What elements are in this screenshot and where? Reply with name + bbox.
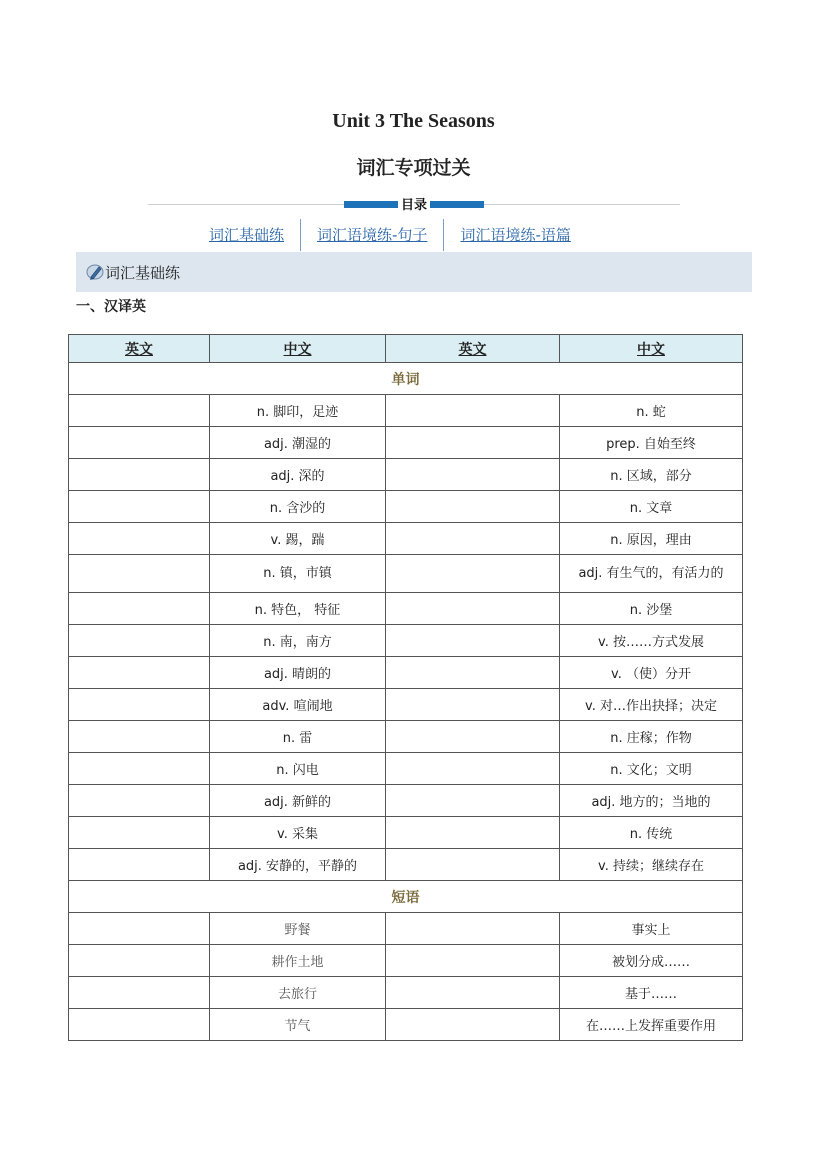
phrase-section-row: [69, 881, 743, 913]
chinese-cell: 节气: [210, 1009, 386, 1041]
toc-link-basic[interactable]: 词汇基础练: [209, 226, 285, 244]
chinese-cell: adj. 地方的；当地的: [560, 785, 743, 817]
answer-cell[interactable]: [69, 555, 210, 593]
table-row: [69, 657, 743, 689]
chinese-cell: 去旅行: [210, 977, 386, 1009]
toc-accent-bar-right: [428, 201, 484, 208]
word-section-label: 单词: [69, 363, 743, 395]
table-row: [69, 785, 743, 817]
table-row: [69, 721, 743, 753]
table-row: [69, 523, 743, 555]
toc-link-passage[interactable]: 词汇语境练-语篇: [460, 226, 571, 244]
chinese-cell: 基于……: [560, 977, 743, 1009]
section-header: [76, 252, 752, 292]
answer-cell[interactable]: [386, 593, 560, 625]
toc-label: 目录: [398, 194, 430, 213]
answer-cell[interactable]: [386, 1009, 560, 1041]
page-title: Unit 3 The Seasons: [332, 110, 495, 132]
chinese-cell: adj. 新鲜的: [210, 785, 386, 817]
table-row: [69, 459, 743, 491]
toc-link-sentence[interactable]: 词汇语境练-句子: [317, 226, 428, 244]
chinese-cell: prep. 自始至终: [560, 427, 743, 459]
answer-cell[interactable]: [386, 785, 560, 817]
chinese-cell: v. （使）分开: [560, 657, 743, 689]
chinese-cell: n. 文章: [560, 491, 743, 523]
answer-cell[interactable]: [386, 625, 560, 657]
page-subtitle: 词汇专项过关: [356, 157, 471, 179]
answer-cell[interactable]: [386, 753, 560, 785]
toc-links: [193, 219, 587, 251]
answer-cell[interactable]: [386, 427, 560, 459]
table-row: [69, 817, 743, 849]
answer-cell[interactable]: [386, 657, 560, 689]
answer-cell[interactable]: [386, 721, 560, 753]
chinese-cell: adj. 晴朗的: [210, 657, 386, 689]
chinese-cell: adj. 深的: [210, 459, 386, 491]
table-row: [69, 593, 743, 625]
answer-cell[interactable]: [69, 427, 210, 459]
chinese-cell: n. 雷: [210, 721, 386, 753]
answer-cell[interactable]: [69, 395, 210, 427]
word-section-row: [69, 363, 743, 395]
table-row: [69, 491, 743, 523]
phrase-section-label: 短语: [69, 881, 743, 913]
answer-cell[interactable]: [69, 491, 210, 523]
answer-cell[interactable]: [69, 721, 210, 753]
chinese-cell: adj. 有生气的，有活力的: [560, 555, 743, 593]
answer-cell[interactable]: [69, 1009, 210, 1041]
part-title: 一、汉译英: [76, 299, 146, 315]
answer-cell[interactable]: [386, 977, 560, 1009]
chinese-cell: 耕作土地: [210, 945, 386, 977]
answer-cell[interactable]: [386, 555, 560, 593]
chinese-cell: n. 传统: [560, 817, 743, 849]
pen-icon: [85, 262, 105, 282]
table-row: [69, 945, 743, 977]
chinese-cell: n. 区域，部分: [560, 459, 743, 491]
toc-accent-bar-left: [344, 201, 400, 208]
answer-cell[interactable]: [69, 977, 210, 1009]
answer-cell[interactable]: [386, 913, 560, 945]
table-row: [69, 625, 743, 657]
answer-cell[interactable]: [69, 817, 210, 849]
table-row: [69, 1009, 743, 1041]
chinese-cell: n. 镇，市镇: [210, 555, 386, 593]
chinese-cell: v. 持续；继续存在: [560, 849, 743, 881]
answer-cell[interactable]: [69, 785, 210, 817]
chinese-cell: n. 脚印，足迹: [210, 395, 386, 427]
answer-cell[interactable]: [386, 849, 560, 881]
chinese-cell: v. 采集: [210, 817, 386, 849]
table-row: [69, 689, 743, 721]
table-row: [69, 427, 743, 459]
table-header-row: [69, 335, 743, 363]
chinese-cell: adj. 潮湿的: [210, 427, 386, 459]
chinese-cell: v. 按……方式发展: [560, 625, 743, 657]
chinese-cell: n. 原因，理由: [560, 523, 743, 555]
answer-cell[interactable]: [386, 491, 560, 523]
section-label: 词汇基础练: [105, 263, 181, 282]
answer-cell[interactable]: [69, 625, 210, 657]
answer-cell[interactable]: [69, 753, 210, 785]
answer-cell[interactable]: [69, 913, 210, 945]
chinese-cell: n. 文化；文明: [560, 753, 743, 785]
answer-cell[interactable]: [69, 523, 210, 555]
answer-cell[interactable]: [386, 817, 560, 849]
header-chinese-1: 中文: [210, 335, 386, 363]
chinese-cell: n. 庄稼；作物: [560, 721, 743, 753]
answer-cell[interactable]: [69, 689, 210, 721]
table-row: [69, 395, 743, 427]
chinese-cell: n. 沙堡: [560, 593, 743, 625]
chinese-cell: n. 闪电: [210, 753, 386, 785]
table-row: [69, 913, 743, 945]
answer-cell[interactable]: [69, 459, 210, 491]
answer-cell[interactable]: [386, 459, 560, 491]
header-english-1: 英文: [69, 335, 210, 363]
chinese-cell: n. 蛇: [560, 395, 743, 427]
chinese-cell: v. 踢，踹: [210, 523, 386, 555]
table-row: [69, 555, 743, 593]
answer-cell[interactable]: [386, 945, 560, 977]
answer-cell[interactable]: [69, 945, 210, 977]
chinese-cell: n. 特色， 特征: [210, 593, 386, 625]
answer-cell[interactable]: [386, 689, 560, 721]
chinese-cell: 野餐: [210, 913, 386, 945]
chinese-cell: 事实上: [560, 913, 743, 945]
chinese-cell: v. 对…作出抉择；决定: [560, 689, 743, 721]
chinese-cell: n. 含沙的: [210, 491, 386, 523]
chinese-cell: n. 南，南方: [210, 625, 386, 657]
answer-cell[interactable]: [386, 523, 560, 555]
answer-cell[interactable]: [69, 849, 210, 881]
answer-cell[interactable]: [386, 395, 560, 427]
table-row: [69, 977, 743, 1009]
answer-cell[interactable]: [69, 593, 210, 625]
answer-cell[interactable]: [69, 657, 210, 689]
chinese-cell: adv. 喧闹地: [210, 689, 386, 721]
vocab-table: [68, 334, 743, 1041]
chinese-cell: 在……上发挥重要作用: [560, 1009, 743, 1041]
header-chinese-2: 中文: [560, 335, 743, 363]
chinese-cell: adj. 安静的，平静的: [210, 849, 386, 881]
chinese-cell: 被划分成……: [560, 945, 743, 977]
table-row: [69, 849, 743, 881]
header-english-2: 英文: [386, 335, 560, 363]
table-row: [69, 753, 743, 785]
